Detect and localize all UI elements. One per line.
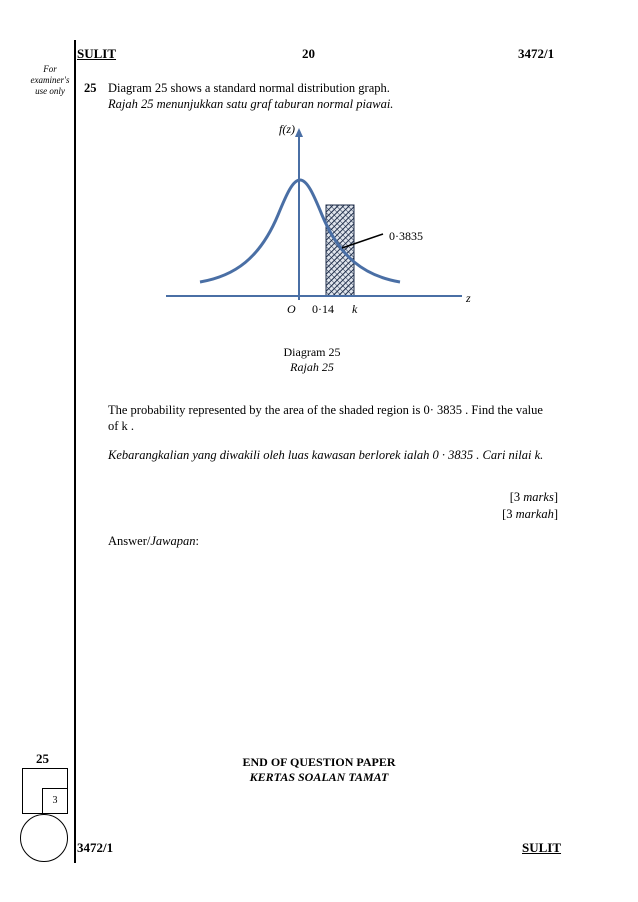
footer-paper-code: 3472/1 xyxy=(77,840,114,855)
y-axis-label: f(z) xyxy=(279,122,295,136)
tick-label-014: 0·14 xyxy=(312,302,334,316)
marks-ms: [3 markah] xyxy=(502,507,558,521)
marks-en: [3 marks] xyxy=(509,490,558,504)
answer-label: Answer/Jawapan: xyxy=(108,534,199,548)
diagram-caption-en: Diagram 25 xyxy=(283,345,341,359)
origin-label: O xyxy=(287,302,296,316)
mark-box-max: 3 xyxy=(42,788,68,814)
examiner-note-line: use only xyxy=(35,86,65,96)
page-number: 20 xyxy=(302,46,315,61)
tick-label-k: k xyxy=(352,302,358,316)
score-circle[interactable] xyxy=(20,814,68,862)
end-of-paper-en: END OF QUESTION PAPER xyxy=(242,755,396,769)
examiner-note-line: For xyxy=(43,64,57,74)
question-body-en-2: of k . xyxy=(108,419,135,433)
diagram-caption-ms: Rajah 25 xyxy=(290,360,334,374)
area-value-label: 0·3835 xyxy=(389,229,423,243)
end-of-paper-ms: KERTAS SOALAN TAMAT xyxy=(249,770,389,784)
question-number: 25 xyxy=(84,81,97,95)
footer-sulit: SULIT xyxy=(522,840,562,855)
examiner-note-line: examiner's xyxy=(30,75,70,85)
shaded-region xyxy=(326,205,354,296)
mark-box-question-number: 25 xyxy=(36,751,49,766)
question-line-ms: Rajah 25 menunjukkan satu graf taburan normal piawai. xyxy=(108,97,394,111)
question-body-ms: Kebarangkalian yang diwakili oleh luas kawasan berlorek ialah 0 · 3835 . Cari nilai k. xyxy=(108,448,544,462)
question-body-en-1: The probability represented by the area of the shaded region is 0· 3835 . Find the value xyxy=(108,403,543,417)
header-sulit: SULIT xyxy=(77,46,117,61)
x-axis-label: z xyxy=(466,291,471,305)
normal-distribution-diagram xyxy=(0,0,638,400)
y-axis-arrow-icon xyxy=(295,128,303,137)
question-line-en: Diagram 25 shows a standard normal distribution graph. xyxy=(108,81,390,95)
header-paper-code: 3472/1 xyxy=(518,46,555,61)
